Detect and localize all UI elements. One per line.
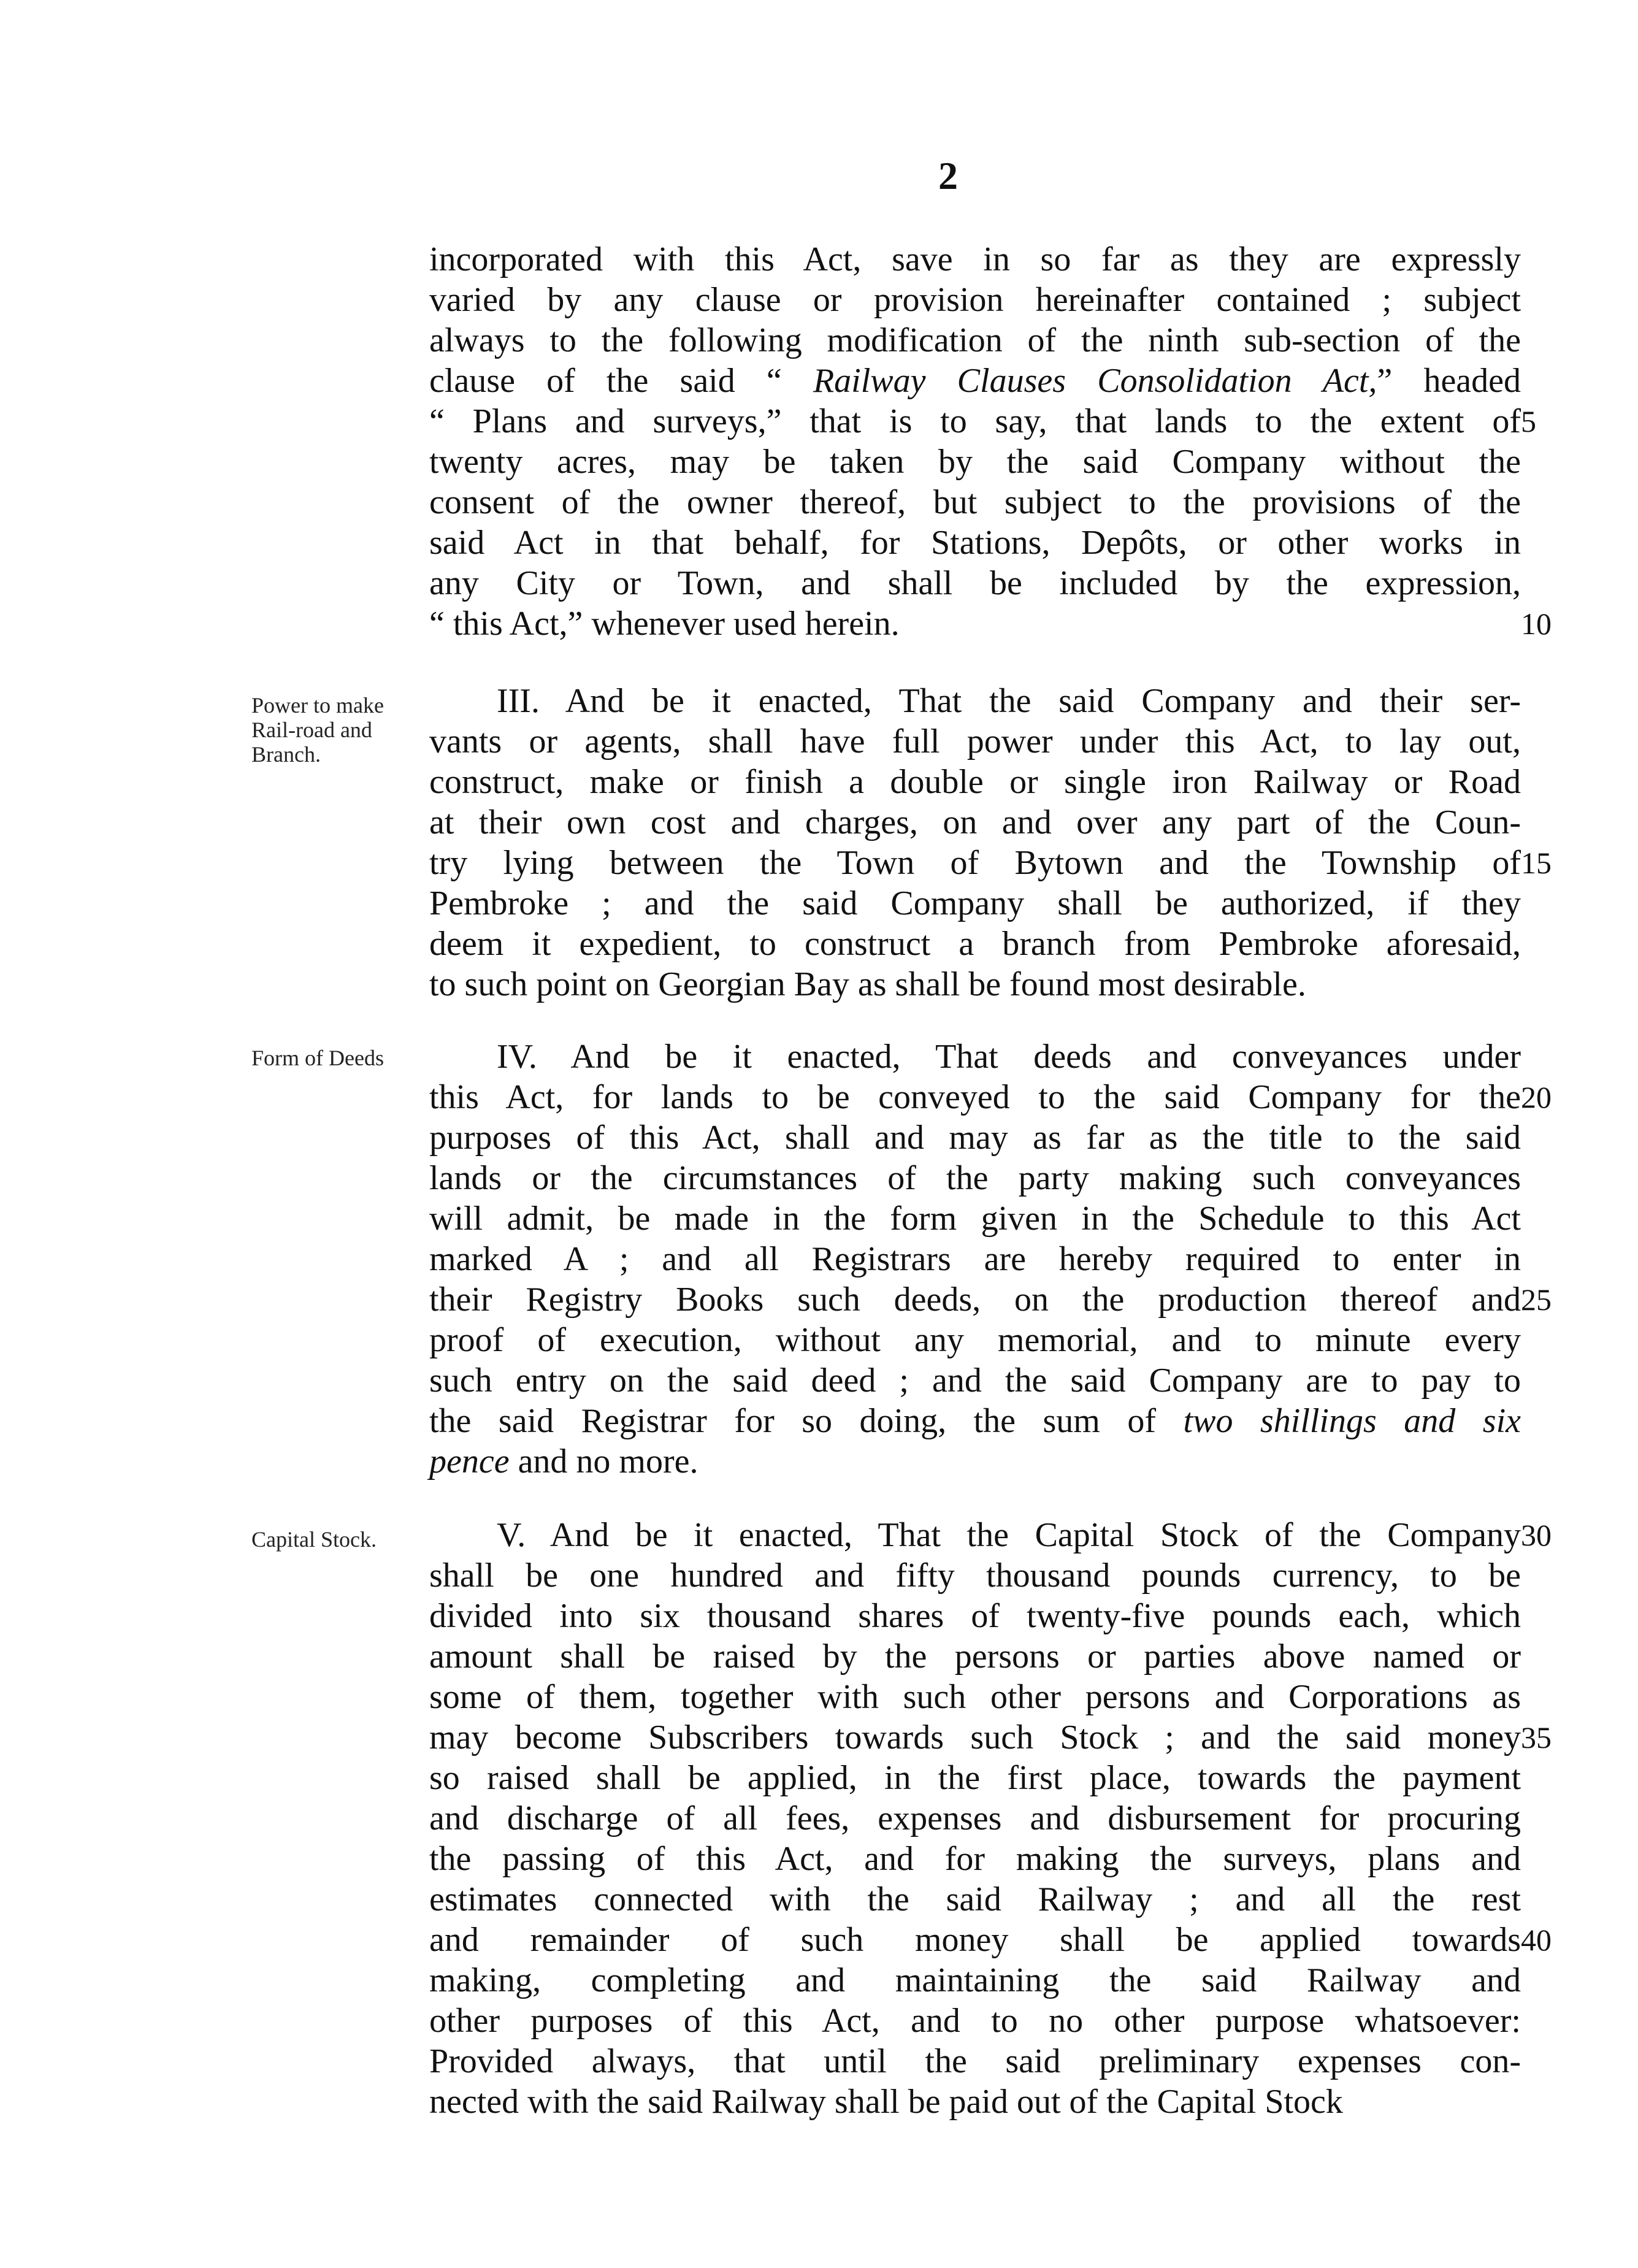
text-run: and remainder of such money shall be applied towards <box>429 1921 1521 1959</box>
italic-text-run: Railway Clauses Consolidation Act, <box>813 362 1377 400</box>
line-number: 35 <box>1521 1720 1552 1755</box>
text-run: marked A ; and all Registrars are hereby required to enter in <box>429 1240 1521 1278</box>
text-line <box>429 762 1521 802</box>
text-line <box>429 1839 1521 1879</box>
italic-text-run: pence <box>429 1442 510 1481</box>
text-run: shall be one hundred and fifty thousand pounds currency, to be <box>429 1557 1521 1595</box>
text-line <box>429 843 1521 883</box>
text-line <box>429 1320 1521 1360</box>
text-line <box>429 1401 1521 1441</box>
text-run: and discharge of all fees, expenses and disbursement for procuring <box>429 1799 1521 1837</box>
text-run: purposes of this Act, shall and may as far as the title to the said <box>429 1119 1521 1157</box>
text-line <box>429 964 1521 1005</box>
text-line <box>429 1515 1521 1555</box>
text-line <box>429 401 1521 442</box>
text-line <box>429 924 1521 964</box>
text-run: divided into six thousand shares of twenty-five pounds each, which <box>429 1597 1521 1635</box>
text-run: “ this Act,” whenever used herein. <box>429 605 900 643</box>
text-line <box>429 1879 1521 1920</box>
text-run: this Act, for lands to be conveyed to the said Company for the <box>429 1078 1521 1116</box>
text-run: deem it expedient, to construct a branch from Pembroke aforesaid, <box>429 925 1521 963</box>
text-run: will admit, be made in the form given in the Schedule to this Act <box>429 1200 1521 1238</box>
text-line <box>429 1239 1521 1279</box>
text-line <box>429 1960 1521 2001</box>
text-run: ” headed <box>1377 362 1521 400</box>
text-line <box>429 883 1521 924</box>
text-line <box>429 1158 1521 1198</box>
text-run: other purposes of this Act, and to no other purpose whatsoever: <box>429 2002 1521 2040</box>
text-line <box>429 681 1521 721</box>
text-run: to such point on Georgian Bay as shall be found most desirable. <box>429 965 1306 1003</box>
line-number: 15 <box>1521 846 1552 880</box>
text-run: Provided always, that until the said preliminary expenses con- <box>429 2042 1521 2080</box>
text-line <box>429 523 1521 563</box>
text-line <box>429 1279 1521 1320</box>
text-line <box>429 2041 1521 2082</box>
text-run: some of them, together with such other persons and Corporations as <box>429 1678 1521 1716</box>
line-number: 5 <box>1521 404 1536 439</box>
line-number: 40 <box>1521 1923 1552 1957</box>
text-line <box>429 361 1521 401</box>
line-number: 10 <box>1521 607 1552 641</box>
italic-text-run: two shillings and six <box>1183 1402 1521 1440</box>
line-number: 20 <box>1521 1080 1552 1114</box>
text-line <box>429 320 1521 361</box>
text-run: varied by any clause or provision hereinafter contained ; subject <box>429 281 1521 319</box>
text-run: lands or the circumstances of the party making such conveyances <box>429 1159 1521 1197</box>
text-line <box>429 2001 1521 2041</box>
text-line <box>429 2082 1521 2122</box>
text-line <box>429 1441 1521 1482</box>
text-run: making, completing and maintaining the said Railway and <box>429 1961 1521 1999</box>
text-line <box>429 482 1521 523</box>
text-run: the said Registrar for so doing, the sum of <box>429 1402 1184 1440</box>
text-line <box>429 1036 1521 1077</box>
text-line <box>429 563 1521 603</box>
margin-note-section-v: Capital Stock. <box>251 1527 377 1552</box>
line-number: 25 <box>1521 1282 1552 1317</box>
text-run: incorporated with this Act, save in so far as they are expressly <box>429 240 1521 278</box>
text-line <box>429 721 1521 762</box>
text-run: any City or Town, and shall be included by the expression, <box>429 564 1521 602</box>
line-number: 30 <box>1521 1518 1552 1552</box>
text-line <box>429 1798 1521 1839</box>
text-line <box>429 1596 1521 1636</box>
text-run: so raised shall be applied, in the first place, towards the payment <box>429 1759 1521 1797</box>
text-run: Pembroke ; and the said Company shall be authorized, if they <box>429 884 1521 922</box>
page-number: 2 <box>938 154 958 197</box>
text-run: at their own cost and charges, on and over any part of the Coun- <box>429 803 1521 841</box>
text-run: their Registry Books such deeds, on the production thereof and <box>429 1281 1521 1319</box>
text-run: V. And be it enacted, That the Capital Stock of the Company <box>497 1516 1521 1554</box>
margin-note-section-iii: Power to make Rail-road and Branch. <box>251 693 384 767</box>
text-run: always to the following modification of the ninth sub-section of the <box>429 321 1521 359</box>
text-run: such entry on the said deed ; and the said Company are to pay to <box>429 1362 1521 1400</box>
text-run: nected with the said Railway shall be paid out of the Capital Stock <box>429 2083 1343 2121</box>
text-run: IV. And be it enacted, That deeds and conveyances under <box>497 1038 1521 1076</box>
text-line <box>429 1117 1521 1158</box>
text-line <box>429 802 1521 843</box>
text-line <box>429 280 1521 320</box>
text-run: “ Plans and surveys,” that is to say, that lands to the extent of <box>429 402 1521 440</box>
text-line <box>429 1636 1521 1677</box>
text-line <box>429 1555 1521 1596</box>
text-line <box>429 1677 1521 1717</box>
text-run: construct, make or finish a double or single iron Railway or Road <box>429 763 1521 801</box>
text-line <box>429 1077 1521 1117</box>
text-line <box>429 1920 1521 1960</box>
text-run: vants or agents, shall have full power under this Act, to lay out, <box>429 722 1521 760</box>
text-line <box>429 239 1521 280</box>
text-line <box>429 1198 1521 1239</box>
text-run: amount shall be raised by the persons or parties above named or <box>429 1638 1521 1676</box>
text-run: clause of the said “ <box>429 362 813 400</box>
text-run: said Act in that behalf, for Stations, Depôts, or other works in <box>429 524 1521 562</box>
text-run: the passing of this Act, and for making the surveys, plans and <box>429 1840 1521 1878</box>
text-run: may become Subscribers towards such Stock ; and the said money <box>429 1718 1521 1757</box>
text-run: estimates connected with the said Railway ; and all the rest <box>429 1880 1521 1918</box>
text-line <box>429 603 1521 644</box>
text-run: twenty acres, may be taken by the said Company without the <box>429 443 1521 481</box>
text-run: try lying between the Town of Bytown and the Township of <box>429 844 1521 882</box>
margin-note-section-iv: Form of Deeds <box>251 1046 384 1070</box>
text-line <box>429 1758 1521 1798</box>
text-line <box>429 442 1521 482</box>
text-line <box>429 1717 1521 1758</box>
text-run: III. And be it enacted, That the said Company and their ser- <box>497 682 1521 720</box>
text-run: proof of execution, without any memorial, and to minute every <box>429 1321 1521 1359</box>
text-run: consent of the owner thereof, but subject to the provisions of the <box>429 483 1521 521</box>
text-line <box>429 1360 1521 1401</box>
text-run: and no more. <box>509 1442 698 1481</box>
